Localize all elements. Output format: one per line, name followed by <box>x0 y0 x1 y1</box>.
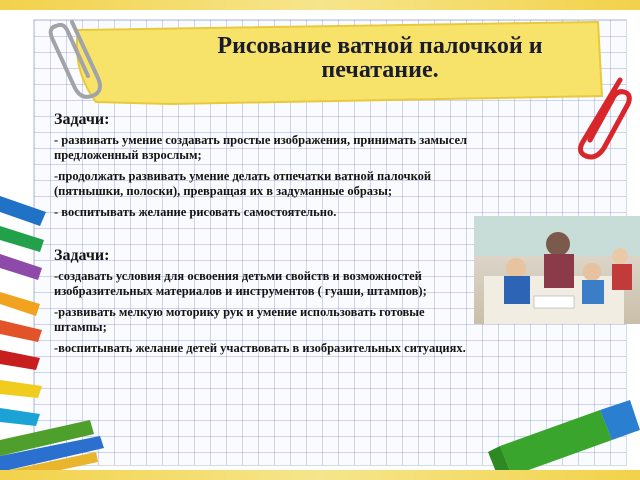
section1-item: - развивать умение создавать простые изображения, принимать замысел предложенный взрослым; <box>54 133 468 162</box>
marker-icon <box>488 400 640 476</box>
slide-title: Рисование ватной палочкой и печатание. <box>217 33 543 83</box>
content-block <box>54 112 474 362</box>
section2-item: -воспитывать желание детей участвовать в изобразительных ситуациях. <box>54 341 466 355</box>
section2-item: -развивать мелкую моторику рук и умение использовать готовые штампы; <box>54 305 425 334</box>
section2-heading: Задачи: <box>54 247 110 264</box>
section2-item: -создавать условия для освоения детьми свойств и возможностей изобразительных материалов и инструментов ( гуаши, штампов); <box>54 269 427 298</box>
section1-item: - воспитывать желание рисовать самостоятельно. <box>54 205 337 219</box>
section1-item: -продолжать развивать умение делать отпечатки ватной палочкой (пятнышки, полоски), превращая их в задуманные образы; <box>54 169 432 198</box>
bottom-stripe <box>0 470 640 480</box>
classroom-photo <box>474 216 640 324</box>
pencils-left-icon <box>0 196 46 426</box>
section1-heading: Задачи: <box>54 111 110 128</box>
